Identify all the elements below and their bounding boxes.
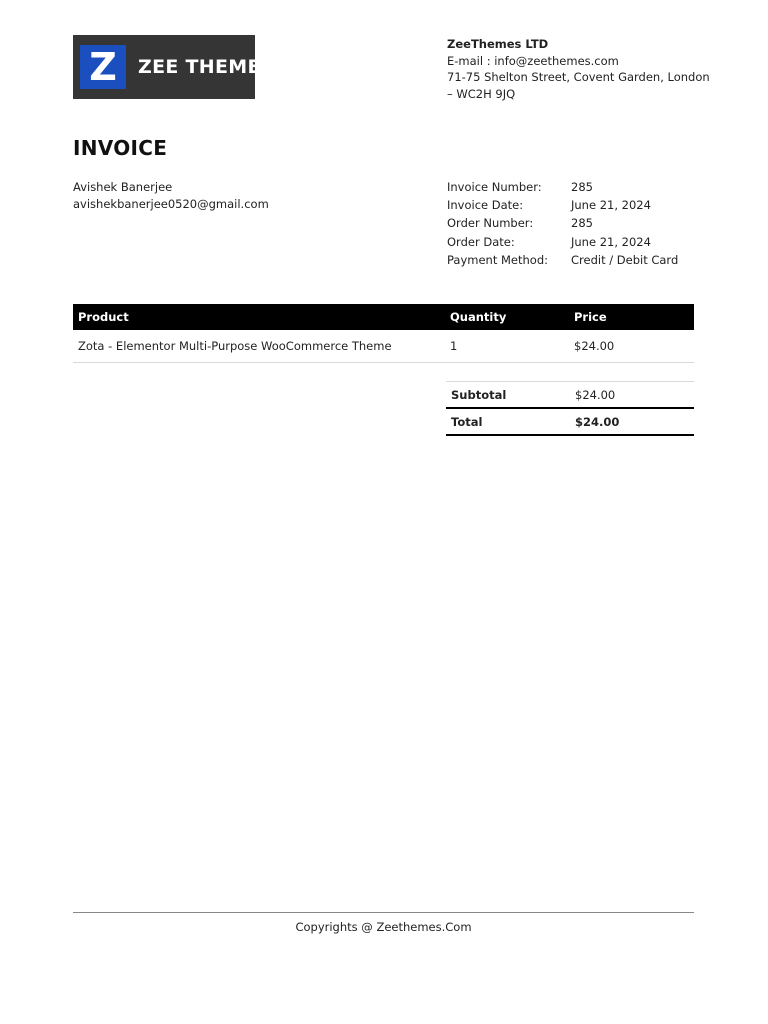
company-logo <box>73 35 275 99</box>
meta-label: Payment Method: <box>447 252 549 267</box>
table-row <box>73 330 694 363</box>
logo-z-mark: Z <box>80 45 126 89</box>
subtotal-label: Subtotal <box>446 382 570 409</box>
bill-to <box>73 179 269 212</box>
company-info <box>447 36 717 102</box>
meta-value: 285 <box>571 180 593 195</box>
meta-value: Credit / Debit Card <box>571 252 679 267</box>
column-header-quantity: Quantity <box>445 304 569 330</box>
meta-row-payment-method <box>447 251 678 269</box>
cell-quantity: 1 <box>445 330 569 363</box>
company-address-line1: 71-75 Shelton Street, Covent Garden, London <box>447 70 710 84</box>
meta-label: Order Date: <box>447 234 515 249</box>
invoice-meta <box>447 178 678 269</box>
subtotal-row <box>446 382 694 409</box>
footer-copyright: Copyrights @ Zeethemes.Com <box>295 920 472 934</box>
meta-value: June 21, 2024 <box>571 198 651 213</box>
total-label: Total <box>446 408 570 435</box>
meta-row-invoice-number <box>447 178 678 196</box>
cell-product: Zota - Elementor Multi-Purpose WooCommerce Theme <box>73 330 445 363</box>
cell-price: $24.00 <box>569 330 694 363</box>
table-header-row <box>73 304 694 330</box>
line-items-table <box>73 304 694 363</box>
meta-label: Invoice Date: <box>447 198 524 213</box>
meta-row-invoice-date <box>447 196 678 214</box>
meta-label: Order Number: <box>447 216 534 231</box>
footer-divider <box>73 912 694 913</box>
meta-label: Invoice Number: <box>447 180 542 195</box>
logo-wordmark: ZEE THEMES <box>138 56 275 78</box>
customer-name: Avishek Banerjee <box>73 180 173 194</box>
total-row <box>446 408 694 435</box>
column-header-price: Price <box>569 304 694 330</box>
total-value: $24.00 <box>570 408 694 435</box>
meta-value: June 21, 2024 <box>571 234 651 249</box>
meta-value: 285 <box>571 216 593 231</box>
company-email: E-mail : info@zeethemes.com <box>447 53 619 68</box>
subtotal-value: $24.00 <box>570 382 694 409</box>
meta-row-order-number <box>447 214 678 232</box>
company-address-line2: – WC2H 9JQ <box>447 86 516 101</box>
meta-row-order-date <box>447 233 678 251</box>
document-title: INVOICE <box>73 136 168 160</box>
column-header-product: Product <box>73 304 445 330</box>
totals-table <box>446 381 694 436</box>
company-name: ZeeThemes LTD <box>447 37 549 51</box>
customer-email: avishekbanerjee0520@gmail.com <box>73 196 269 211</box>
